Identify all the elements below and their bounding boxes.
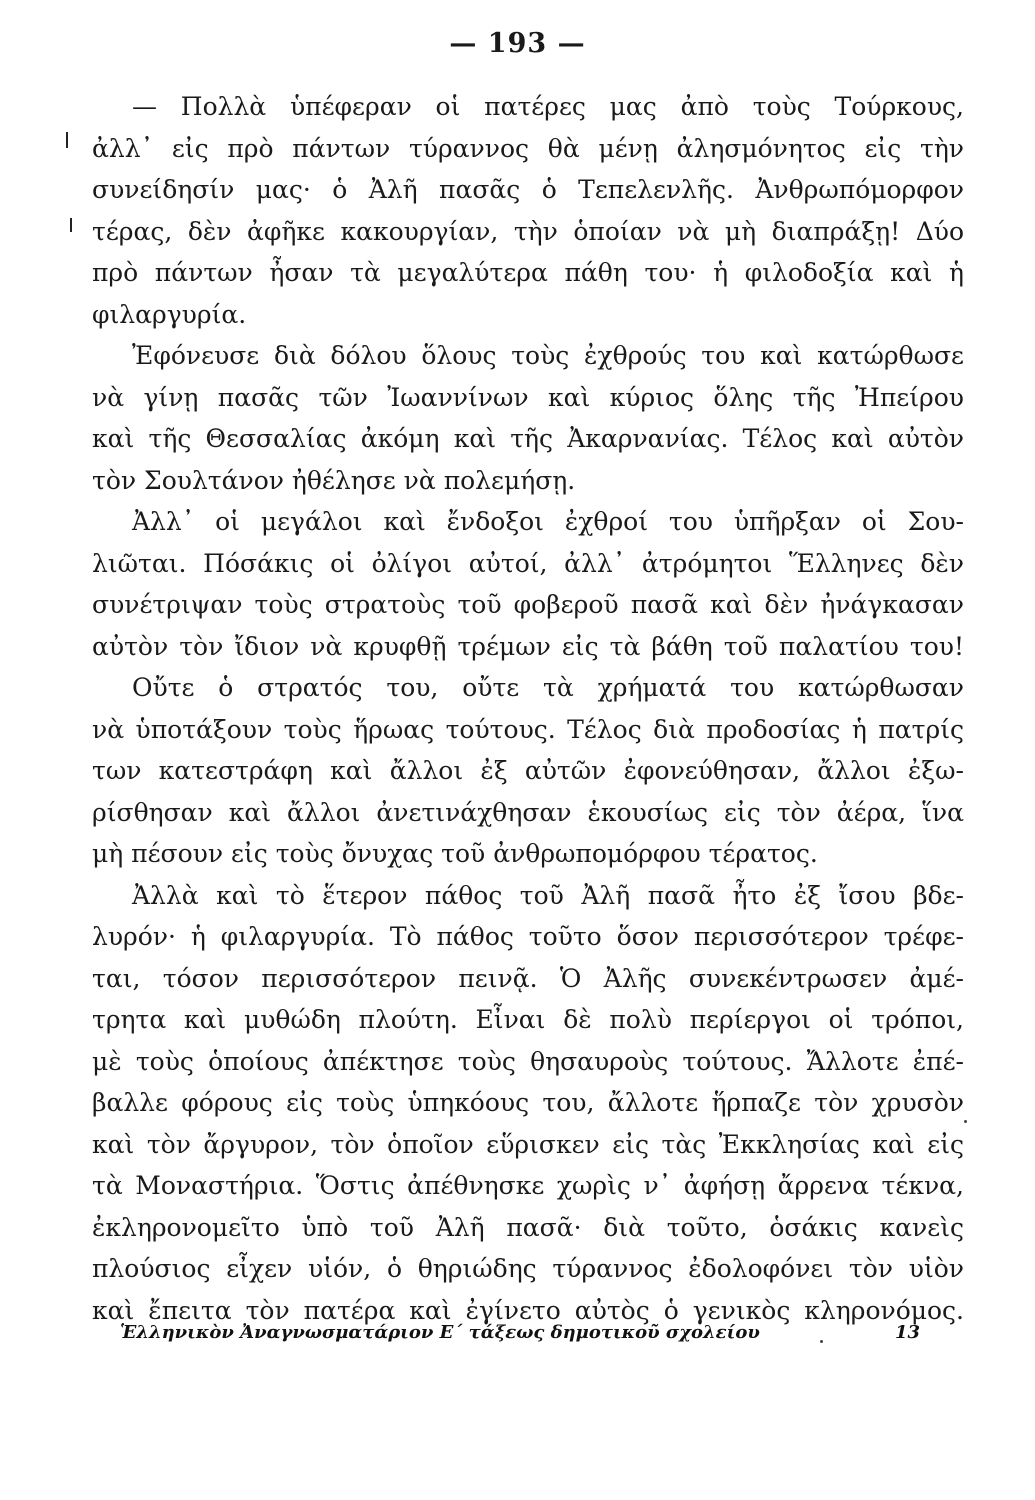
- body-text: [92, 86, 964, 1331]
- text-line: καὶ τὸν ἄργυρον, τὸν ὁποῖον εὕρισκεν εἰς τὰς Ἐκκλησίας καὶ εἰς: [92, 1129, 964, 1159]
- text-line: πλούσιος εἶχεν υἱόν, ὁ θηριώδης τύραννος ἐδολοφόνει τὸν υἱὸν: [92, 1254, 964, 1283]
- text-line: λιῶται. Πόσάκις οἱ ὀλίγοι αὐτοί, ἀλλ᾽ ἀτρόμητοι Ἕλληνες δὲν: [92, 548, 964, 578]
- text-line: ρίσθησαν καὶ ἄλλοι ἀνετινάχθησαν ἑκουσίως εἰς τὸν ἀέρα, ἵνα: [92, 797, 964, 827]
- text-line: μὴ πέσουν εἰς τοὺς ὄνυχας τοῦ ἀνθρωπομόρφου τέρατος.: [92, 839, 818, 868]
- text-line: πρὸ πάντων ἦσαν τὰ μεγαλύτερα πάθη του· ἡ φιλοδοξία καὶ ἡ: [92, 258, 964, 287]
- text-line: Ἀλλ᾽ οἱ μεγάλοι καὶ ἔνδοξοι ἐχθροί του ὑπῆρξαν οἱ Σου-: [132, 507, 964, 536]
- text-line: αὐτὸν τὸν ἴδιον νὰ κρυφθῇ τρέμων εἰς τὰ βάθη τοῦ παλατίου του!: [92, 631, 964, 661]
- text-line: τὰ Μοναστήρια. Ὅστις ἀπέθνησκε χωρὶς ν᾽ ἀφήσῃ ἄρρενα τέκνα,: [92, 1171, 964, 1200]
- text-line: τὸν Σουλτάνον ἠθέλησε νὰ πολεμήσῃ.: [92, 465, 576, 495]
- text-line: νὰ γίνῃ πασᾶς τῶν Ἰωαννίνων καὶ κύριος ὅλης τῆς Ἠπείρου: [92, 382, 964, 412]
- text-line: Ἐφόνευσε διὰ δόλου ὅλους τοὺς ἐχθρούς του καὶ κατώρθωσε: [132, 341, 964, 370]
- text-line: ται, τόσον περισσότερον πεινᾷ. Ὁ Ἀλῆς συνεκέντρωσεν ἀμέ-: [92, 963, 964, 993]
- text-line: συνέτριψαν τοὺς στρατοὺς τοῦ φοβεροῦ πασᾶ καὶ δὲν ἠνάγκασαν: [92, 590, 964, 619]
- print-speck: [820, 1340, 823, 1343]
- page-number: — 193 —: [449, 28, 586, 59]
- text-line: τρητα καὶ μυθώδη πλούτη. Εἶναι δὲ πολὺ περίεργοι οἱ τρόποι,: [92, 1005, 964, 1034]
- text-line: καὶ τῆς Θεσσαλίας ἀκόμη καὶ τῆς Ἀκαρνανίας. Τέλος καὶ αὐτὸν: [92, 424, 964, 453]
- text-line: τέρας, δὲν ἀφῆκε κακουργίαν, τὴν ὁποίαν νὰ μὴ διαπράξῃ! Δύο: [92, 216, 964, 246]
- text-line: βαλλε φόρους εἰς τοὺς ὑπηκόους του, ἄλλοτε ἥρπαζε τὸν χρυσὸν: [92, 1088, 964, 1117]
- text-line: ἀλλ᾽ εἰς πρὸ πάντων τύραννος θὰ μένῃ ἀλησμόνητος εἰς τὴν: [92, 133, 964, 163]
- text-line: Οὔτε ὁ στρατός του, οὔτε τὰ χρήματά του κατώρθωσαν: [132, 673, 964, 702]
- print-speck: [964, 1120, 967, 1123]
- footer: [120, 1322, 920, 1343]
- text-line: λυρόν· ἡ φιλαργυρία. Τὸ πάθος τοῦτο ὅσον περισσότερον τρέφε-: [92, 922, 964, 951]
- text-line: φιλαργυρία.: [92, 299, 247, 329]
- text-line: καὶ ἔπειτα τὸν πατέρα καὶ ἐγίνετο αὐτὸς ὁ γενικὸς κληρονόμος.: [92, 1295, 964, 1325]
- text-line: των κατεστράφη καὶ ἄλλοι ἐξ αὐτῶν ἐφονεύθησαν, ἄλλοι ἐξω-: [92, 756, 964, 785]
- footer-book-title: Ἑλληνικὸν Ἀναγνωσματάριον Ε΄ τάξεως δημοτικοῦ σχολείου: [120, 1322, 760, 1343]
- text-line: — Πολλὰ ὑπέφεραν οἱ πατέρες μας ἀπὸ τοὺς Τούρκους,: [132, 92, 964, 121]
- text-line: συνείδησίν μας· ὁ Ἀλῆ πασᾶς ὁ Τεπελενλῆς. Ἀνθρωπόμορφον: [92, 175, 964, 204]
- margin-mark: [66, 132, 68, 148]
- text-line: ἐκληρονομεῖτο ὑπὸ τοῦ Ἀλῆ πασᾶ· διὰ τοῦτο, ὁσάκις κανεὶς: [92, 1212, 964, 1242]
- text-line: νὰ ὑποτάξουν τοὺς ἥρωας τούτους. Τέλος διὰ προδοσίας ἡ πατρίς: [92, 714, 964, 744]
- margin-mark: [70, 218, 72, 232]
- text-line: μὲ τοὺς ὁποίους ἀπέκτησε τοὺς θησαυροὺς τούτους. Ἄλλοτε ἐπέ-: [92, 1046, 964, 1076]
- text-line: Ἀλλὰ καὶ τὸ ἕτερον πάθος τοῦ Ἀλῆ πασᾶ ἦτο ἐξ ἴσου βδε-: [132, 880, 964, 910]
- footer-signature-number: 13: [894, 1322, 920, 1343]
